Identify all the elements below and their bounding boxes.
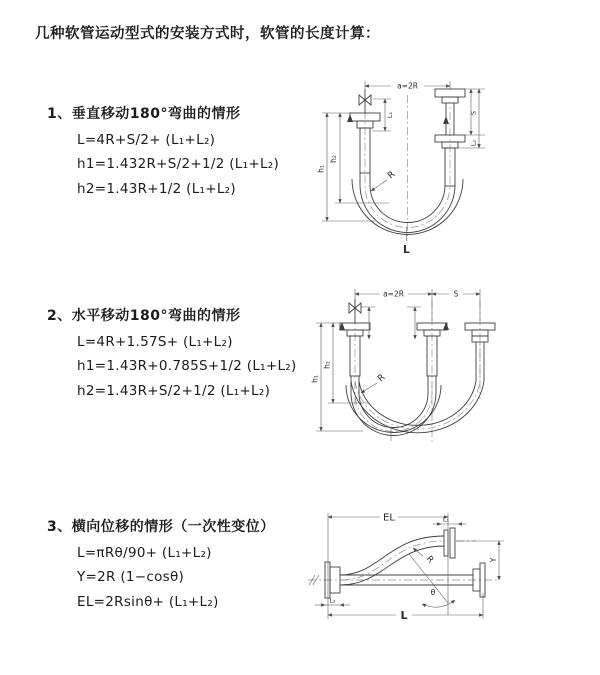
- dim-label-l1: L₁: [386, 111, 394, 119]
- dim-label-span: a=2R: [383, 289, 404, 299]
- flange-hub: [442, 97, 458, 103]
- formula-line: Y=2R (1−cosθ): [77, 569, 185, 585]
- flange: [435, 89, 465, 97]
- formula-line: h1=1.432R+S/2+1/2 (L₁+L₂): [77, 156, 280, 172]
- diagram-horizontal-180deg: [311, 281, 527, 476]
- dim-label-h1: h₁: [316, 165, 326, 173]
- section-heading: 3、横向位移的情形（一次性变位）: [47, 519, 275, 535]
- dim-label-theta: θ: [430, 588, 436, 597]
- section-vertical-180: [47, 103, 332, 197]
- dimension-lines: [317, 81, 486, 256]
- dim-label-el: EL: [383, 512, 395, 524]
- diagram-vertical-180deg: [313, 73, 565, 261]
- dim-label-l2: L₂: [329, 596, 336, 605]
- hose-outline: [340, 299, 495, 443]
- up-arrow: [443, 116, 449, 124]
- dim-label-h2: h₂: [329, 155, 338, 163]
- flange-hub: [450, 528, 455, 558]
- section-heading: 2、水平移动180°弯曲的情形: [47, 308, 241, 324]
- dim-label-h1: h₁: [311, 375, 320, 383]
- formula-line: L=4R+1.57S+ (L₁+L₂): [77, 333, 233, 350]
- dim-label-total: L: [400, 609, 408, 622]
- up-arrow: [347, 114, 353, 122]
- flange: [444, 530, 448, 556]
- hose-outline: [350, 89, 465, 239]
- dim-label-r: R: [376, 372, 388, 385]
- dim-label-span: a=2R: [397, 81, 418, 91]
- formula-list: [77, 334, 332, 399]
- formula-line: L=πRθ/90+ (L₁+L₂): [77, 544, 212, 561]
- section-lateral-displacement: [47, 516, 332, 610]
- dim-label-s: S: [469, 110, 478, 116]
- formula-list: [77, 132, 332, 197]
- dim-label-r: R: [386, 169, 398, 182]
- section-horizontal-180: [47, 305, 332, 399]
- dim-label-y: Y: [489, 557, 498, 563]
- dim-label-s: S: [453, 289, 459, 299]
- diagram-lateral-displacement: [300, 503, 512, 663]
- formula-list: [77, 545, 332, 610]
- formula-line: h2=1.43R+S/2+1/2 (L₁+L₂): [77, 382, 271, 399]
- formula-line: h2=1.43R+1/2 (L₁+L₂): [77, 180, 236, 197]
- section-heading: 1、垂直移动180°弯曲的情形: [47, 106, 241, 122]
- hose-outline: [308, 513, 500, 615]
- dim-label-l2: L₂: [469, 139, 478, 147]
- formula-line: L=4R+S/2+ (L₁+L₂): [77, 131, 216, 148]
- dim-label-h2: h₂: [322, 361, 332, 369]
- dim-label-l1: L₁: [442, 515, 450, 524]
- formula-line: EL=2Rsinθ+ (L₁+L₂): [77, 593, 219, 610]
- dim-label-total: L: [403, 244, 410, 256]
- dimension-lines: [315, 513, 504, 623]
- formula-line: h1=1.43R+0.785S+1/2 (L₁+L₂): [77, 358, 297, 374]
- page-title: 几种软管运动型式的安装方式时，软管的长度计算：: [35, 26, 380, 42]
- dim-label-r: R: [423, 554, 436, 566]
